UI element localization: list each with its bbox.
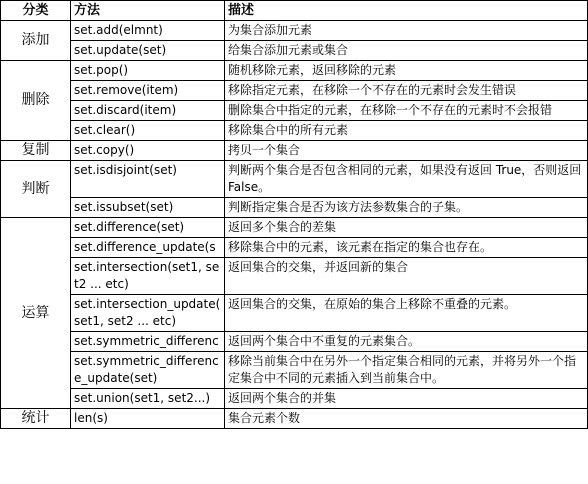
table-row <box>1 352 588 389</box>
table-row <box>1 258 588 295</box>
description-cell: 给集合添加元素或集合 <box>225 41 588 61</box>
description-cell: 返回集合的交集，并返回新的集合 <box>225 258 588 295</box>
table-row <box>1 389 588 409</box>
description-cell: 移除集合中的所有元素 <box>225 121 588 141</box>
description-cell: 移除当前集合中在另外一个指定集合相同的元素，并将另外一个指定集合中不同的元素插入到当前集合中。 <box>225 352 588 389</box>
description-cell: 拷贝一个集合 <box>225 141 588 161</box>
table-row <box>1 218 588 238</box>
description-cell: 移除集合中的元素，该元素在指定的集合也存在。 <box>225 238 588 258</box>
description-cell: 返回集合的交集，在原始的集合上移除不重叠的元素。 <box>225 295 588 332</box>
table-row <box>1 121 588 141</box>
method-cell: set.intersection(set1, set2 ... etc) <box>71 258 225 295</box>
header-description: 描述 <box>225 1 588 21</box>
description-cell: 集合元素个数 <box>225 409 588 429</box>
category-cell-judge: 判断 <box>1 161 71 218</box>
method-cell: set.update(set) <box>71 41 225 61</box>
method-cell: set.remove(item) <box>71 81 225 101</box>
method-cell: len(s) <box>71 409 225 429</box>
method-cell: set.union(set1, set2...) <box>71 389 225 409</box>
description-cell: 返回两个集合中不重复的元素集合。 <box>225 332 588 352</box>
table-row <box>1 41 588 61</box>
table-row <box>1 141 588 161</box>
method-cell: set.intersection_update( set1, set2 ... etc) <box>71 295 225 332</box>
description-cell: 为集合添加元素 <box>225 21 588 41</box>
method-cell: set.difference(set) <box>71 218 225 238</box>
table-row <box>1 101 588 121</box>
method-cell: set.copy() <box>71 141 225 161</box>
header-method: 方法 <box>71 1 225 21</box>
category-cell-delete: 删除 <box>1 61 71 141</box>
category-cell-copy: 复制 <box>1 141 71 161</box>
method-cell: set.isdisjoint(set) <box>71 161 225 198</box>
method-cell: set.discard(item) <box>71 101 225 121</box>
table-row <box>1 161 588 198</box>
table-row <box>1 81 588 101</box>
method-cell: set.pop() <box>71 61 225 81</box>
description-cell: 移除指定元素，在移除一个不存在的元素时会发生错误 <box>225 81 588 101</box>
description-cell: 删除集合中指定的元素，在移除一个不存在的元素时不会报错 <box>225 101 588 121</box>
table-row <box>1 61 588 81</box>
method-cell: set.clear() <box>71 121 225 141</box>
method-cell: set.add(elmnt) <box>71 21 225 41</box>
method-cell: set.symmetric_differenc <box>71 332 225 352</box>
table-row <box>1 21 588 41</box>
description-cell: 返回多个集合的差集 <box>225 218 588 238</box>
header-row <box>1 1 588 21</box>
description-cell: 随机移除元素，返回移除的元素 <box>225 61 588 81</box>
description-cell: 返回两个集合的并集 <box>225 389 588 409</box>
category-cell-add: 添加 <box>1 21 71 61</box>
category-cell-ops: 运算 <box>1 218 71 409</box>
method-cell: set.issubset(set) <box>71 198 225 218</box>
method-cell: set.difference_update(s <box>71 238 225 258</box>
table-row <box>1 198 588 218</box>
table-row <box>1 238 588 258</box>
table-row <box>1 332 588 352</box>
description-cell: 判断指定集合是否为该方法参数集合的子集。 <box>225 198 588 218</box>
table-row <box>1 409 588 429</box>
header-category: 分类 <box>1 1 71 21</box>
description-cell: 判断两个集合是否包含相同的元素，如果没有返回 True，否则返回 False。 <box>225 161 588 198</box>
method-cell: set.symmetric_difference_update(set) <box>71 352 225 389</box>
category-cell-stats: 统计 <box>1 409 71 429</box>
table-row <box>1 295 588 332</box>
